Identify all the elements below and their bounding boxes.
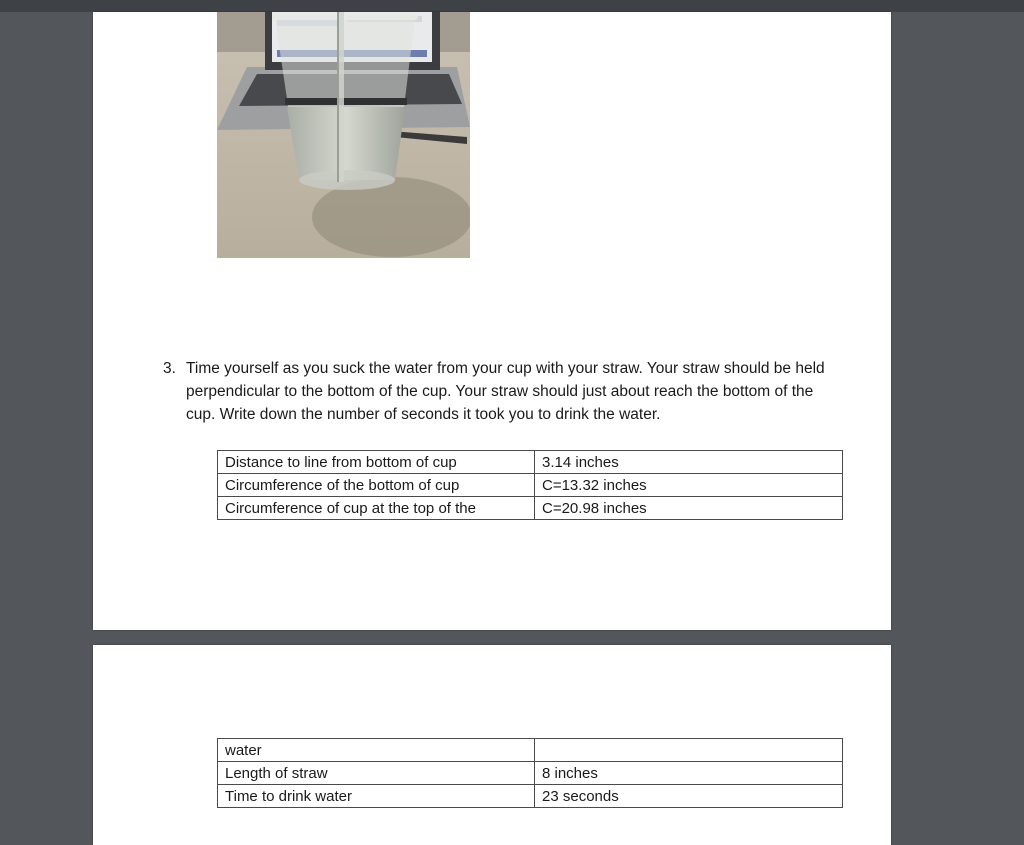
table-cell-label: Circumference of cup at the top of the bbox=[218, 497, 535, 520]
table-cell-value: C=13.32 inches bbox=[535, 474, 843, 497]
table-cell-value: 3.14 inches bbox=[535, 451, 843, 474]
table-cell-value bbox=[535, 739, 843, 762]
table-cell-label: Time to drink water bbox=[218, 785, 535, 808]
step-text: Time yourself as you suck the water from your cup with your straw. Your straw should be held perpendicular to the bottom of the cup. Your straw should just about reach the bottom of the cup. Write down the number of seconds it took you to drink the water. bbox=[186, 360, 825, 423]
table-cell-value: C=20.98 inches bbox=[535, 497, 843, 520]
table-cell-label: Length of straw bbox=[218, 762, 535, 785]
table-cell-value: 8 inches bbox=[535, 762, 843, 785]
step-number: 3. bbox=[163, 360, 176, 377]
table-row bbox=[218, 762, 843, 785]
table-cell-label: Circumference of the bottom of cup bbox=[218, 474, 535, 497]
document-page-1 bbox=[93, 12, 891, 630]
table-row bbox=[218, 451, 843, 474]
measurements-table bbox=[217, 450, 843, 520]
table-cell-label: Distance to line from bottom of cup bbox=[218, 451, 535, 474]
table-cell-label: water bbox=[218, 739, 535, 762]
table-row bbox=[218, 785, 843, 808]
table-row bbox=[218, 739, 843, 762]
table-row bbox=[218, 474, 843, 497]
document-page-2 bbox=[93, 645, 891, 845]
cup-of-water-photo bbox=[217, 12, 470, 258]
viewer-top-bar bbox=[0, 0, 1024, 12]
table-cell-value: 23 seconds bbox=[535, 785, 843, 808]
table-row bbox=[218, 497, 843, 520]
measurements-table-continued bbox=[217, 738, 843, 808]
